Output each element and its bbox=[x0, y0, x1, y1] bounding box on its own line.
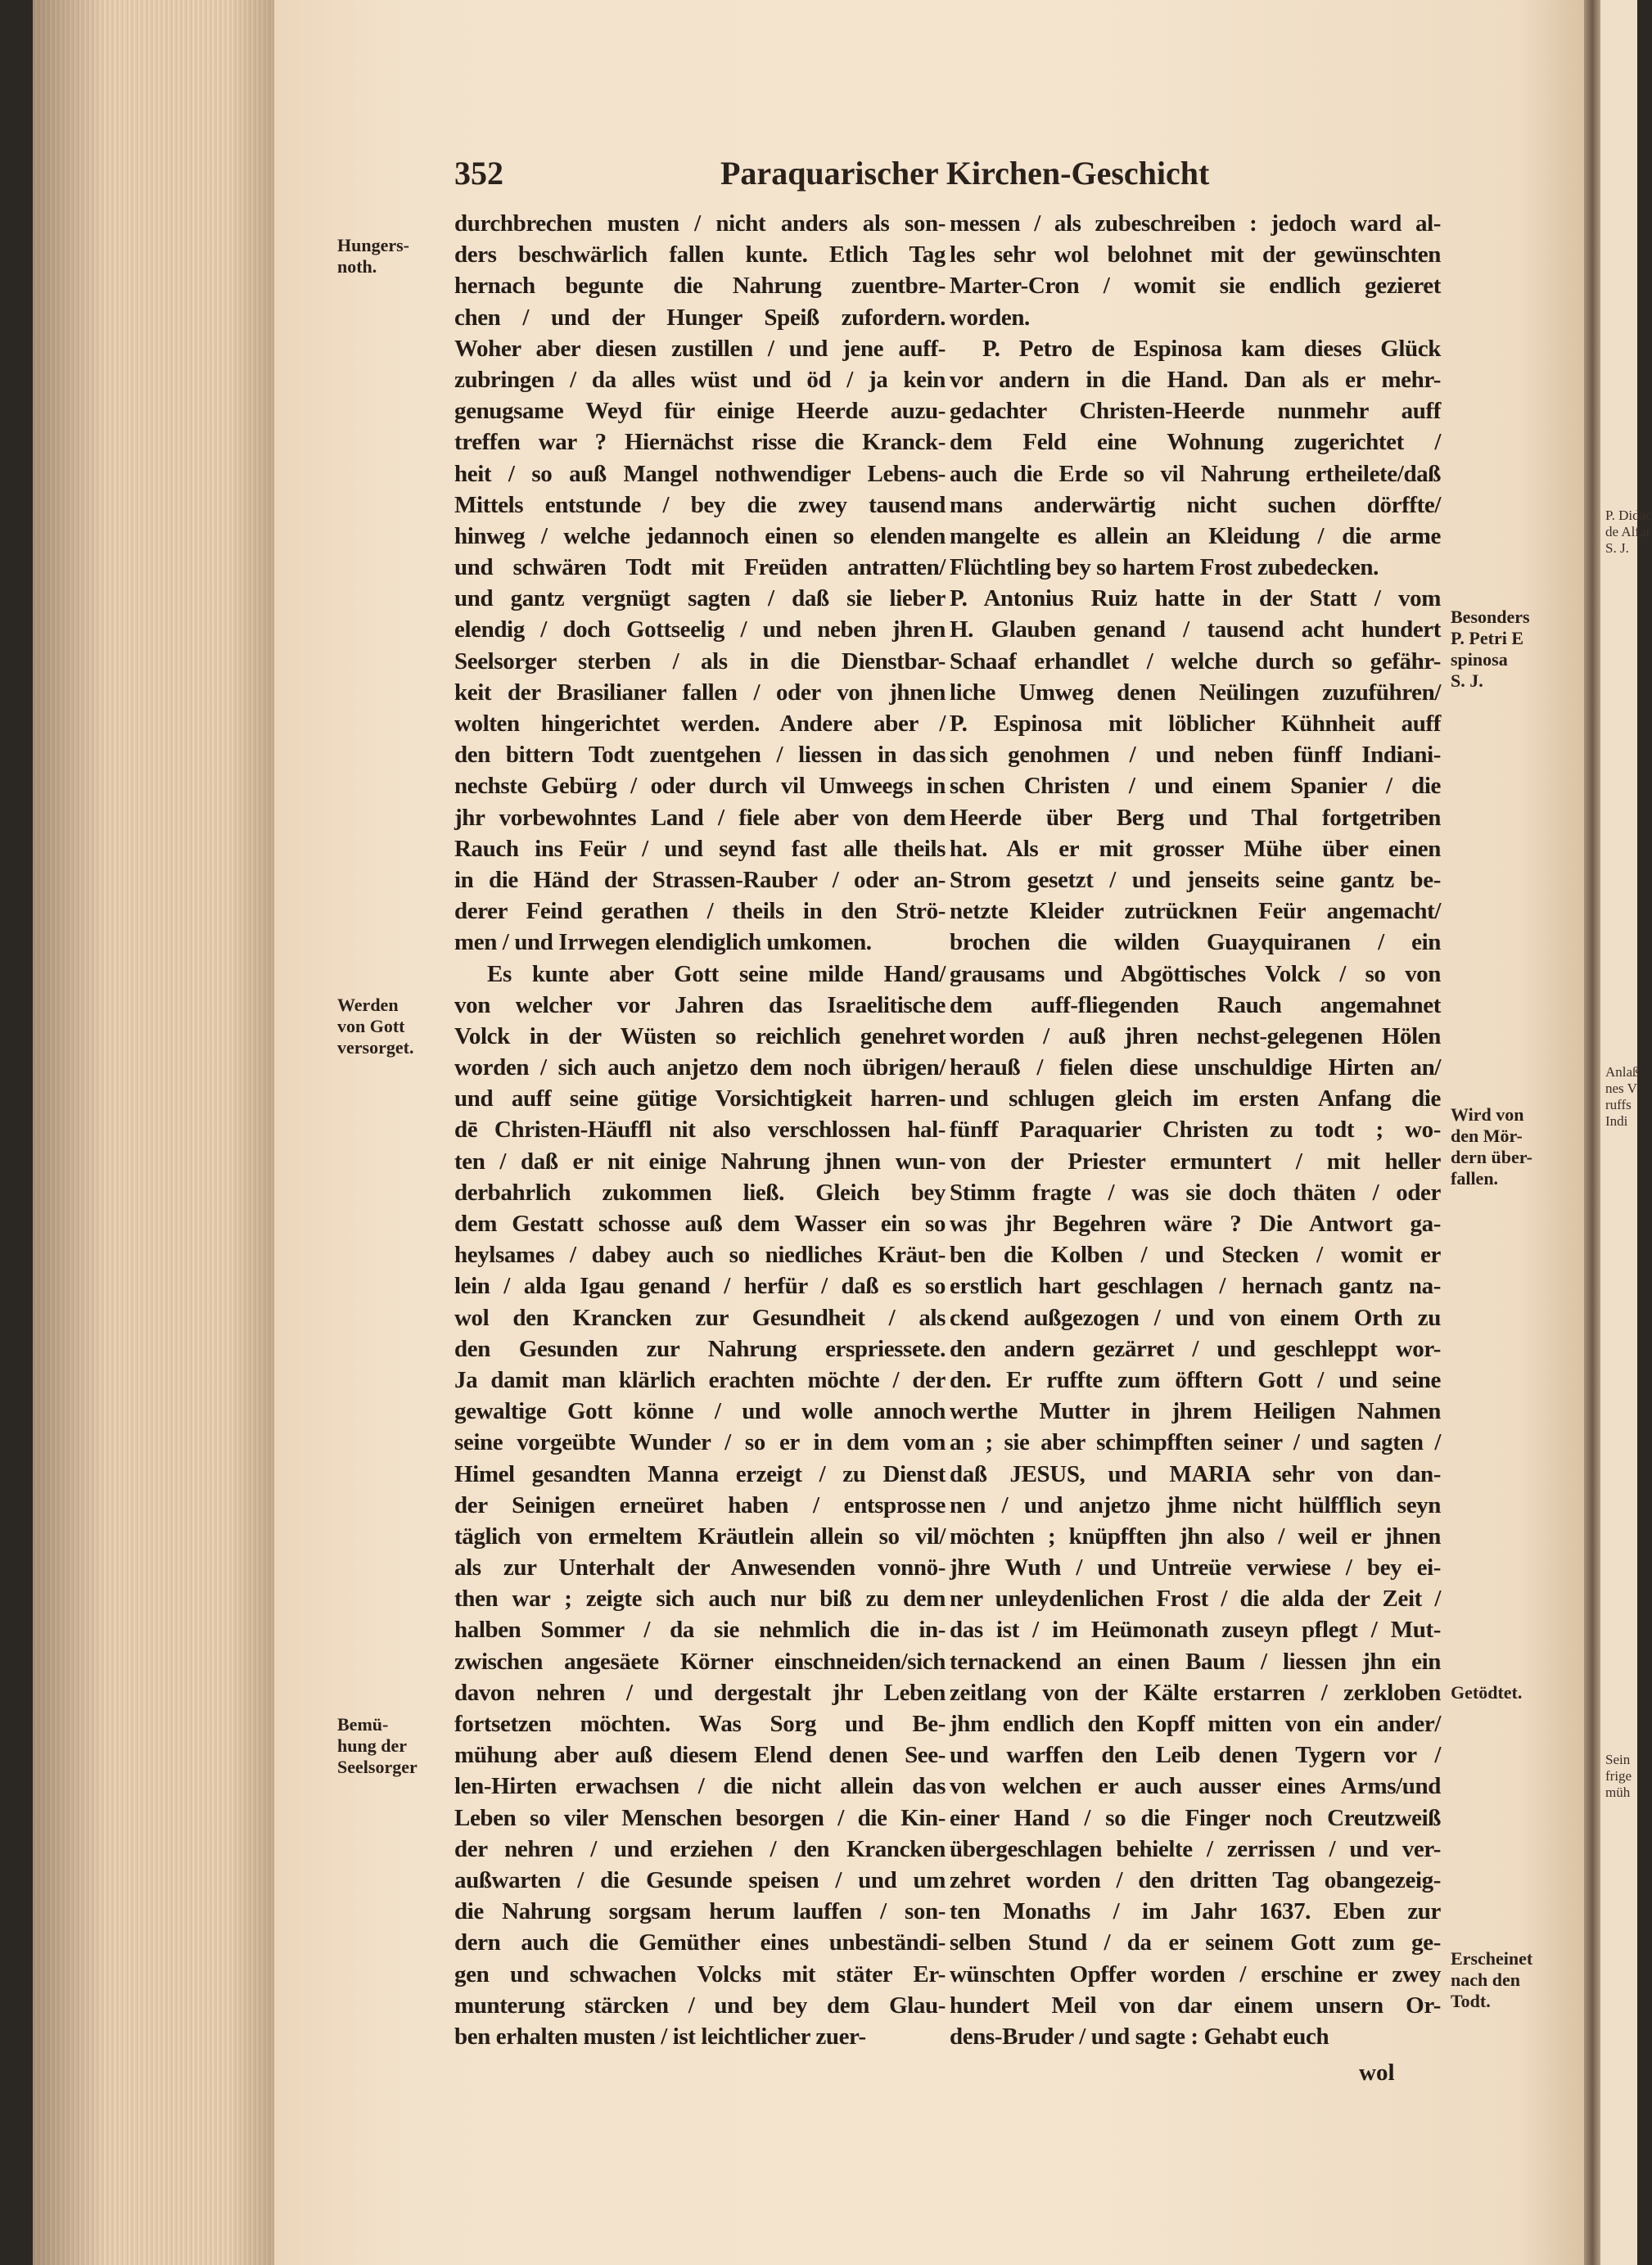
text-line: men / und Irrwegen elendiglich umkomen. bbox=[454, 929, 872, 956]
text-line: zehret worden / den dritten Tag obangezeig- bbox=[950, 1866, 1441, 1893]
text-line: Es kunte aber Gott seine milde Hand/ bbox=[487, 960, 946, 987]
text-line: Volck in der Wüsten so reichlich genehret bbox=[454, 1022, 946, 1049]
text-line: heylsames / dabey auch so niedliches Kräut- bbox=[454, 1242, 946, 1269]
text-line: hinweg / welche jedannoch einen so elenden bbox=[454, 522, 946, 549]
facing-page-margin-note bbox=[1605, 508, 1652, 557]
margin-note-line: ruffs bbox=[1605, 1097, 1632, 1112]
text-line: hat. Als er mit grosser Mühe über einen bbox=[950, 835, 1441, 862]
margin-note-line: Hungers- bbox=[337, 234, 409, 255]
text-line: davon nehren / und dergestalt jhr Leben bbox=[454, 1679, 946, 1706]
margin-note-line: Seelsorger bbox=[337, 1756, 418, 1777]
margin-note-line: noth. bbox=[337, 255, 377, 277]
text-line: einer Hand / so die Finger noch Creutzweiß bbox=[950, 1804, 1441, 1831]
text-line: sich genohmen / und neben fünff Indiani- bbox=[950, 742, 1441, 769]
margin-note-line: müh bbox=[1605, 1784, 1631, 1800]
text-line: und auff seine gütige Vorsichtigkeit harren- bbox=[454, 1085, 946, 1112]
text-line: heit / so auß Mangel nothwendiger Lebens- bbox=[454, 460, 946, 487]
right-text-column bbox=[950, 208, 1441, 2052]
text-line: keit der Brasilianer fallen / oder von jhnen bbox=[454, 679, 946, 706]
text-line: ders beschwärlich fallen kunte. Etlich Tag bbox=[454, 241, 946, 268]
margin-note-line: hung der bbox=[337, 1735, 407, 1756]
margin-note-line: nes V bbox=[1605, 1081, 1637, 1096]
text-line: P. Antonius Ruiz hatte in der Statt / vom bbox=[950, 585, 1441, 612]
text-line: derbahrlich zukommen ließ. Gleich bey bbox=[454, 1179, 946, 1206]
text-line: Stimm fragte / was sie doch thäten / oder bbox=[950, 1179, 1441, 1206]
margin-note-line: Sein bbox=[1605, 1752, 1631, 1767]
margin-note-line: frige bbox=[1605, 1768, 1632, 1784]
text-line: derer Feind gerathen / theils in den Strö- bbox=[454, 898, 946, 925]
text-line: seine vorgeübte Wunder / so er in dem vom bbox=[454, 1429, 946, 1456]
text-line: schen Christen / und einem Spanier / die bbox=[950, 773, 1441, 800]
text-line: worden. bbox=[950, 304, 1030, 331]
text-line: P. Espinosa mit löblicher Kühnheit auff bbox=[950, 711, 1441, 737]
text-line: ben die Kolben / und Stecken / womit er bbox=[950, 1242, 1441, 1269]
text-line: ben erhalten musten / ist leichtlicher zuer- bbox=[454, 2023, 866, 2050]
text-line: Flüchtling bey so hartem Frost zubedecken. bbox=[950, 554, 1379, 581]
text-line: munterung stärcken / und bey dem Glau- bbox=[454, 1992, 946, 2019]
text-line: dem auff-fliegenden Rauch angemahnet bbox=[950, 991, 1441, 1018]
text-line: zubringen / da alles wüst und öd / ja kein bbox=[454, 366, 946, 393]
text-line: und warffen den Leib denen Tygern vor / bbox=[950, 1742, 1441, 1769]
margin-note-line: Wird von bbox=[1451, 1103, 1524, 1125]
text-line: brochen die wilden Guayquiranen / ein bbox=[950, 929, 1441, 956]
text-line: zeitlang von der Kälte erstarren / zerkloben bbox=[950, 1679, 1441, 1706]
margin-note-line: S. J. bbox=[1451, 670, 1483, 692]
text-line: und schlugen gleich im ersten Anfang die bbox=[950, 1085, 1441, 1112]
text-line: jhr vorbewohntes Land / fiele aber von dem bbox=[454, 804, 946, 831]
margin-note-line: Getödtet. bbox=[1451, 1682, 1523, 1703]
margin-note-line: dern über- bbox=[1451, 1146, 1533, 1167]
text-line: werthe Mutter in jhrem Heiligen Nahmen bbox=[950, 1398, 1441, 1425]
text-line: P. Petro de Espinosa kam dieses Glück bbox=[982, 335, 1441, 362]
text-line: gewaltige Gott könne / und wolle annoch bbox=[454, 1398, 946, 1425]
text-line: durchbrechen musten / nicht anders als son- bbox=[454, 210, 946, 237]
text-line: vor andern in die Hand. Dan als er mehr- bbox=[950, 366, 1441, 393]
text-line: grausams und Abgöttisches Volck / so von bbox=[950, 960, 1441, 987]
text-line: Schaaf erhandlet / welche durch so gefähr- bbox=[950, 647, 1441, 675]
margin-note-line: Anlaß bbox=[1605, 1064, 1640, 1080]
text-line: die Nahrung sorgsam herum lauffen / son- bbox=[454, 1898, 946, 1925]
margin-note-line: fallen. bbox=[1451, 1167, 1499, 1189]
text-line: Marter-Cron / womit sie endlich gezieret bbox=[950, 273, 1441, 300]
margin-note bbox=[337, 235, 409, 277]
text-line: dern auch die Gemüther eines unbeständi- bbox=[454, 1929, 946, 1956]
margin-note-line: Bemü- bbox=[337, 1713, 389, 1735]
text-line: worden / auß jhren nechst-gelegenen Hölen bbox=[950, 1022, 1441, 1049]
text-line: selben Stund / da er seinem Gott zum ge- bbox=[950, 1929, 1441, 1956]
text-line: genugsame Weyd für einige Heerde auzu- bbox=[454, 398, 946, 425]
text-line: treffen war ? Hiernächst risse die Kranck- bbox=[454, 429, 946, 456]
text-line: wünschten Opffer worden / erschine er zwey bbox=[950, 1960, 1441, 1988]
margin-note bbox=[337, 1714, 418, 1778]
text-line: ternackend an einen Baum / liessen jhn ein bbox=[950, 1648, 1441, 1675]
text-line: H. Glauben genand / tausend acht hundert bbox=[950, 616, 1441, 643]
text-line: then war ; zeigte sich auch nur biß zu dem bbox=[454, 1586, 946, 1613]
text-line: halben Sommer / da sie nehmlich die in- bbox=[454, 1617, 946, 1644]
page-edge-shadow bbox=[33, 0, 278, 2265]
text-line: erstlich hart geschlagen / hernach gantz na- bbox=[950, 1273, 1441, 1300]
text-line: dem Gestatt schosse auß dem Wasser ein so bbox=[454, 1211, 946, 1237]
facing-page-fragment bbox=[1600, 0, 1652, 2265]
text-line: fortsetzen möchten. Was Sorg und Be- bbox=[454, 1711, 946, 1737]
text-line: herauß / fielen diese unschuldige Hirten an/ bbox=[950, 1054, 1441, 1081]
text-line: der Seinigen erneüret haben / entsprosse bbox=[454, 1491, 946, 1518]
text-line: Strom gesetzt / und jenseits seine gantz be- bbox=[950, 866, 1441, 893]
text-line: dē Christen-Häuffl nit also verschlossen hal- bbox=[454, 1117, 946, 1144]
margin-note bbox=[1451, 1104, 1532, 1189]
margin-note-line: den Mör- bbox=[1451, 1125, 1523, 1146]
text-line: mans anderwärtig nicht suchen dörffte/ bbox=[950, 491, 1441, 518]
text-line: dens-Bruder / und sagte : Gehabt euch bbox=[950, 2023, 1329, 2050]
text-line: lein / alda Igau genand / herfür / daß es so bbox=[454, 1273, 946, 1300]
text-line: wol den Krancken zur Gesundheit / als bbox=[454, 1304, 946, 1331]
text-line: den andern gezärret / und geschleppt wor- bbox=[950, 1335, 1441, 1362]
text-line: was jhr Begehren wäre ? Die Antwort ga- bbox=[950, 1211, 1441, 1237]
margin-note-line: S. J. bbox=[1605, 540, 1629, 556]
text-line: mühung aber auß diesem Elend denen See- bbox=[454, 1742, 946, 1769]
margin-note bbox=[337, 995, 413, 1058]
text-line: an ; sie aber schimpfften seiner / und sagten / bbox=[950, 1429, 1441, 1456]
text-line: elendig / doch Gottseelig / und neben jhren bbox=[454, 616, 946, 643]
text-line: ner unleydenlichen Frost / die alda der Zeit / bbox=[950, 1586, 1441, 1613]
running-title: Paraquarischer Kirchen-Geschicht bbox=[720, 155, 1210, 192]
page-number: 352 bbox=[454, 155, 503, 192]
margin-note bbox=[1451, 1682, 1522, 1703]
text-line: gen und schwachen Volcks mit stäter Er- bbox=[454, 1960, 946, 1988]
text-line: fünff Paraquarier Christen zu todt ; wo- bbox=[950, 1117, 1441, 1144]
text-line: Woher aber diesen zustillen / und jene auff- bbox=[454, 335, 946, 362]
margin-note-line: Erscheinet bbox=[1451, 1948, 1533, 1969]
text-line: nechste Gebürg / oder durch vil Umweegs in bbox=[454, 773, 946, 800]
text-line: den. Er ruffte zum öfftern Gott / und seine bbox=[950, 1366, 1441, 1393]
text-line: mangelte es allein an Kleidung / die arme bbox=[950, 522, 1441, 549]
text-line: Mittels entstunde / bey die zwey tausend bbox=[454, 491, 946, 518]
text-line: in die Händ der Strassen-Rauber / oder an- bbox=[454, 866, 946, 893]
text-line: Rauch ins Feür / und seynd fast alle theils bbox=[454, 835, 946, 862]
margin-note-line: Indi bbox=[1605, 1113, 1628, 1129]
text-line: außwarten / die Gesunde speisen / und um bbox=[454, 1866, 946, 1893]
margin-note-line: de Alfar bbox=[1605, 524, 1651, 539]
text-line: übergeschlagen behielte / zerrissen / und ver- bbox=[950, 1835, 1441, 1862]
text-line: auch die Erde so vil Nahrung ertheilete/daß bbox=[950, 460, 1441, 487]
text-line: ten Monaths / im Jahr 1637. Eben zur bbox=[950, 1898, 1441, 1925]
text-line: den Gesunden zur Nahrung erspriessete. bbox=[454, 1335, 946, 1362]
margin-note-line: versorget. bbox=[337, 1037, 414, 1058]
text-line: das ist / im Heümonath zuseyn pflegt / Mut- bbox=[950, 1617, 1441, 1644]
text-line: nen / und anjetzo jhme nicht hülfflich seyn bbox=[950, 1491, 1441, 1518]
text-line: Leben so viler Menschen besorgen / die Kin- bbox=[454, 1804, 946, 1831]
facing-page-margin-note bbox=[1605, 1752, 1632, 1801]
text-line: jhm endlich den Kopff mitten von ein ander/ bbox=[950, 1711, 1441, 1737]
text-line: Himel gesandten Manna erzeigt / zu Dienst bbox=[454, 1460, 946, 1487]
margin-note bbox=[1451, 1948, 1532, 2012]
text-line: ten / daß er nit einige Nahrung jhnen wun- bbox=[454, 1148, 946, 1175]
text-line: hundert Meil von dar einem unsern Or- bbox=[950, 1992, 1441, 2019]
text-line: der nehren / und erziehen / den Krancken bbox=[454, 1835, 946, 1862]
book-gutter bbox=[1584, 0, 1600, 2265]
left-text-column bbox=[454, 208, 946, 2052]
text-line: von welcher vor Jahren das Israelitische bbox=[454, 991, 946, 1018]
text-line: dem Feld eine Wohnung zugerichtet / bbox=[950, 429, 1441, 456]
text-line: worden / sich auch anjetzo dem noch übrigen/ bbox=[454, 1054, 946, 1081]
text-line: möchten ; knüpfften jhn also / weil er jhnen bbox=[950, 1523, 1441, 1550]
margin-note-line: Werden bbox=[337, 995, 399, 1015]
text-line: les sehr wol belohnet mit der gewünschten bbox=[950, 241, 1441, 268]
text-line: und gantz vergnügt sagten / daß sie lieber bbox=[454, 585, 946, 612]
margin-note-line: Todt. bbox=[1451, 1991, 1491, 2012]
text-line: chen / und der Hunger Speiß zufordern. bbox=[454, 304, 946, 331]
text-line: Heerde über Berg und Thal fortgetriben bbox=[950, 804, 1441, 831]
text-line: daß JESUS, und MARIA sehr von dan- bbox=[950, 1460, 1441, 1487]
margin-note-line: P. Petri E bbox=[1451, 628, 1523, 649]
margin-note bbox=[1451, 607, 1530, 692]
text-line: hernach begunte die Nahrung zuentbre- bbox=[454, 273, 946, 300]
text-line: len-Hirten erwachsen / die nicht allein das bbox=[454, 1773, 946, 1800]
margin-note-line: P. Didac bbox=[1605, 508, 1652, 523]
text-line: von welchen er auch ausser eines Arms/und bbox=[950, 1773, 1441, 1800]
text-line: wolten hingerichtet werden. Andere aber / bbox=[454, 711, 946, 737]
margin-note-line: von Gott bbox=[337, 1016, 405, 1036]
text-line: täglich von ermeltem Kräutlein allein so vil/ bbox=[454, 1523, 946, 1550]
text-line: ckend außgezogen / und von einem Orth zu bbox=[950, 1304, 1441, 1331]
text-line: Ja damit man klärlich erachten möchte / der bbox=[454, 1366, 946, 1393]
text-line: zwischen angesäete Körner einschneiden/sich bbox=[454, 1648, 946, 1675]
text-line: als zur Unterhalt der Anwesenden vonnö- bbox=[454, 1554, 946, 1581]
text-line: gedachter Christen-Heerde nunmehr auff bbox=[950, 398, 1441, 425]
text-line: jhre Wuth / und Untreüe verwiese / bey ei- bbox=[950, 1554, 1441, 1581]
text-line: messen / als zubeschreiben : jedoch ward al- bbox=[950, 210, 1441, 237]
margin-note-line: nach den bbox=[1451, 1969, 1520, 1991]
margin-note-line: spinosa bbox=[1451, 649, 1508, 670]
text-line: den bittern Todt zuentgehen / liessen in das bbox=[454, 742, 946, 769]
text-line: liche Umweg denen Neülingen zuzuführen/ bbox=[950, 679, 1441, 706]
text-line: und schwären Todt mit Freüden antratten/ bbox=[454, 554, 946, 581]
text-line: netzte Kleider zutrücknen Feür angemacht/ bbox=[950, 898, 1441, 925]
catchword: wol bbox=[1359, 2060, 1395, 2086]
margin-note-line: Besonders bbox=[1451, 607, 1530, 628]
text-line: von der Priester ermuntert / mit heller bbox=[950, 1148, 1441, 1175]
text-line: Seelsorger sterben / als in die Dienstbar- bbox=[454, 647, 946, 675]
facing-page-margin-note bbox=[1605, 1064, 1640, 1130]
